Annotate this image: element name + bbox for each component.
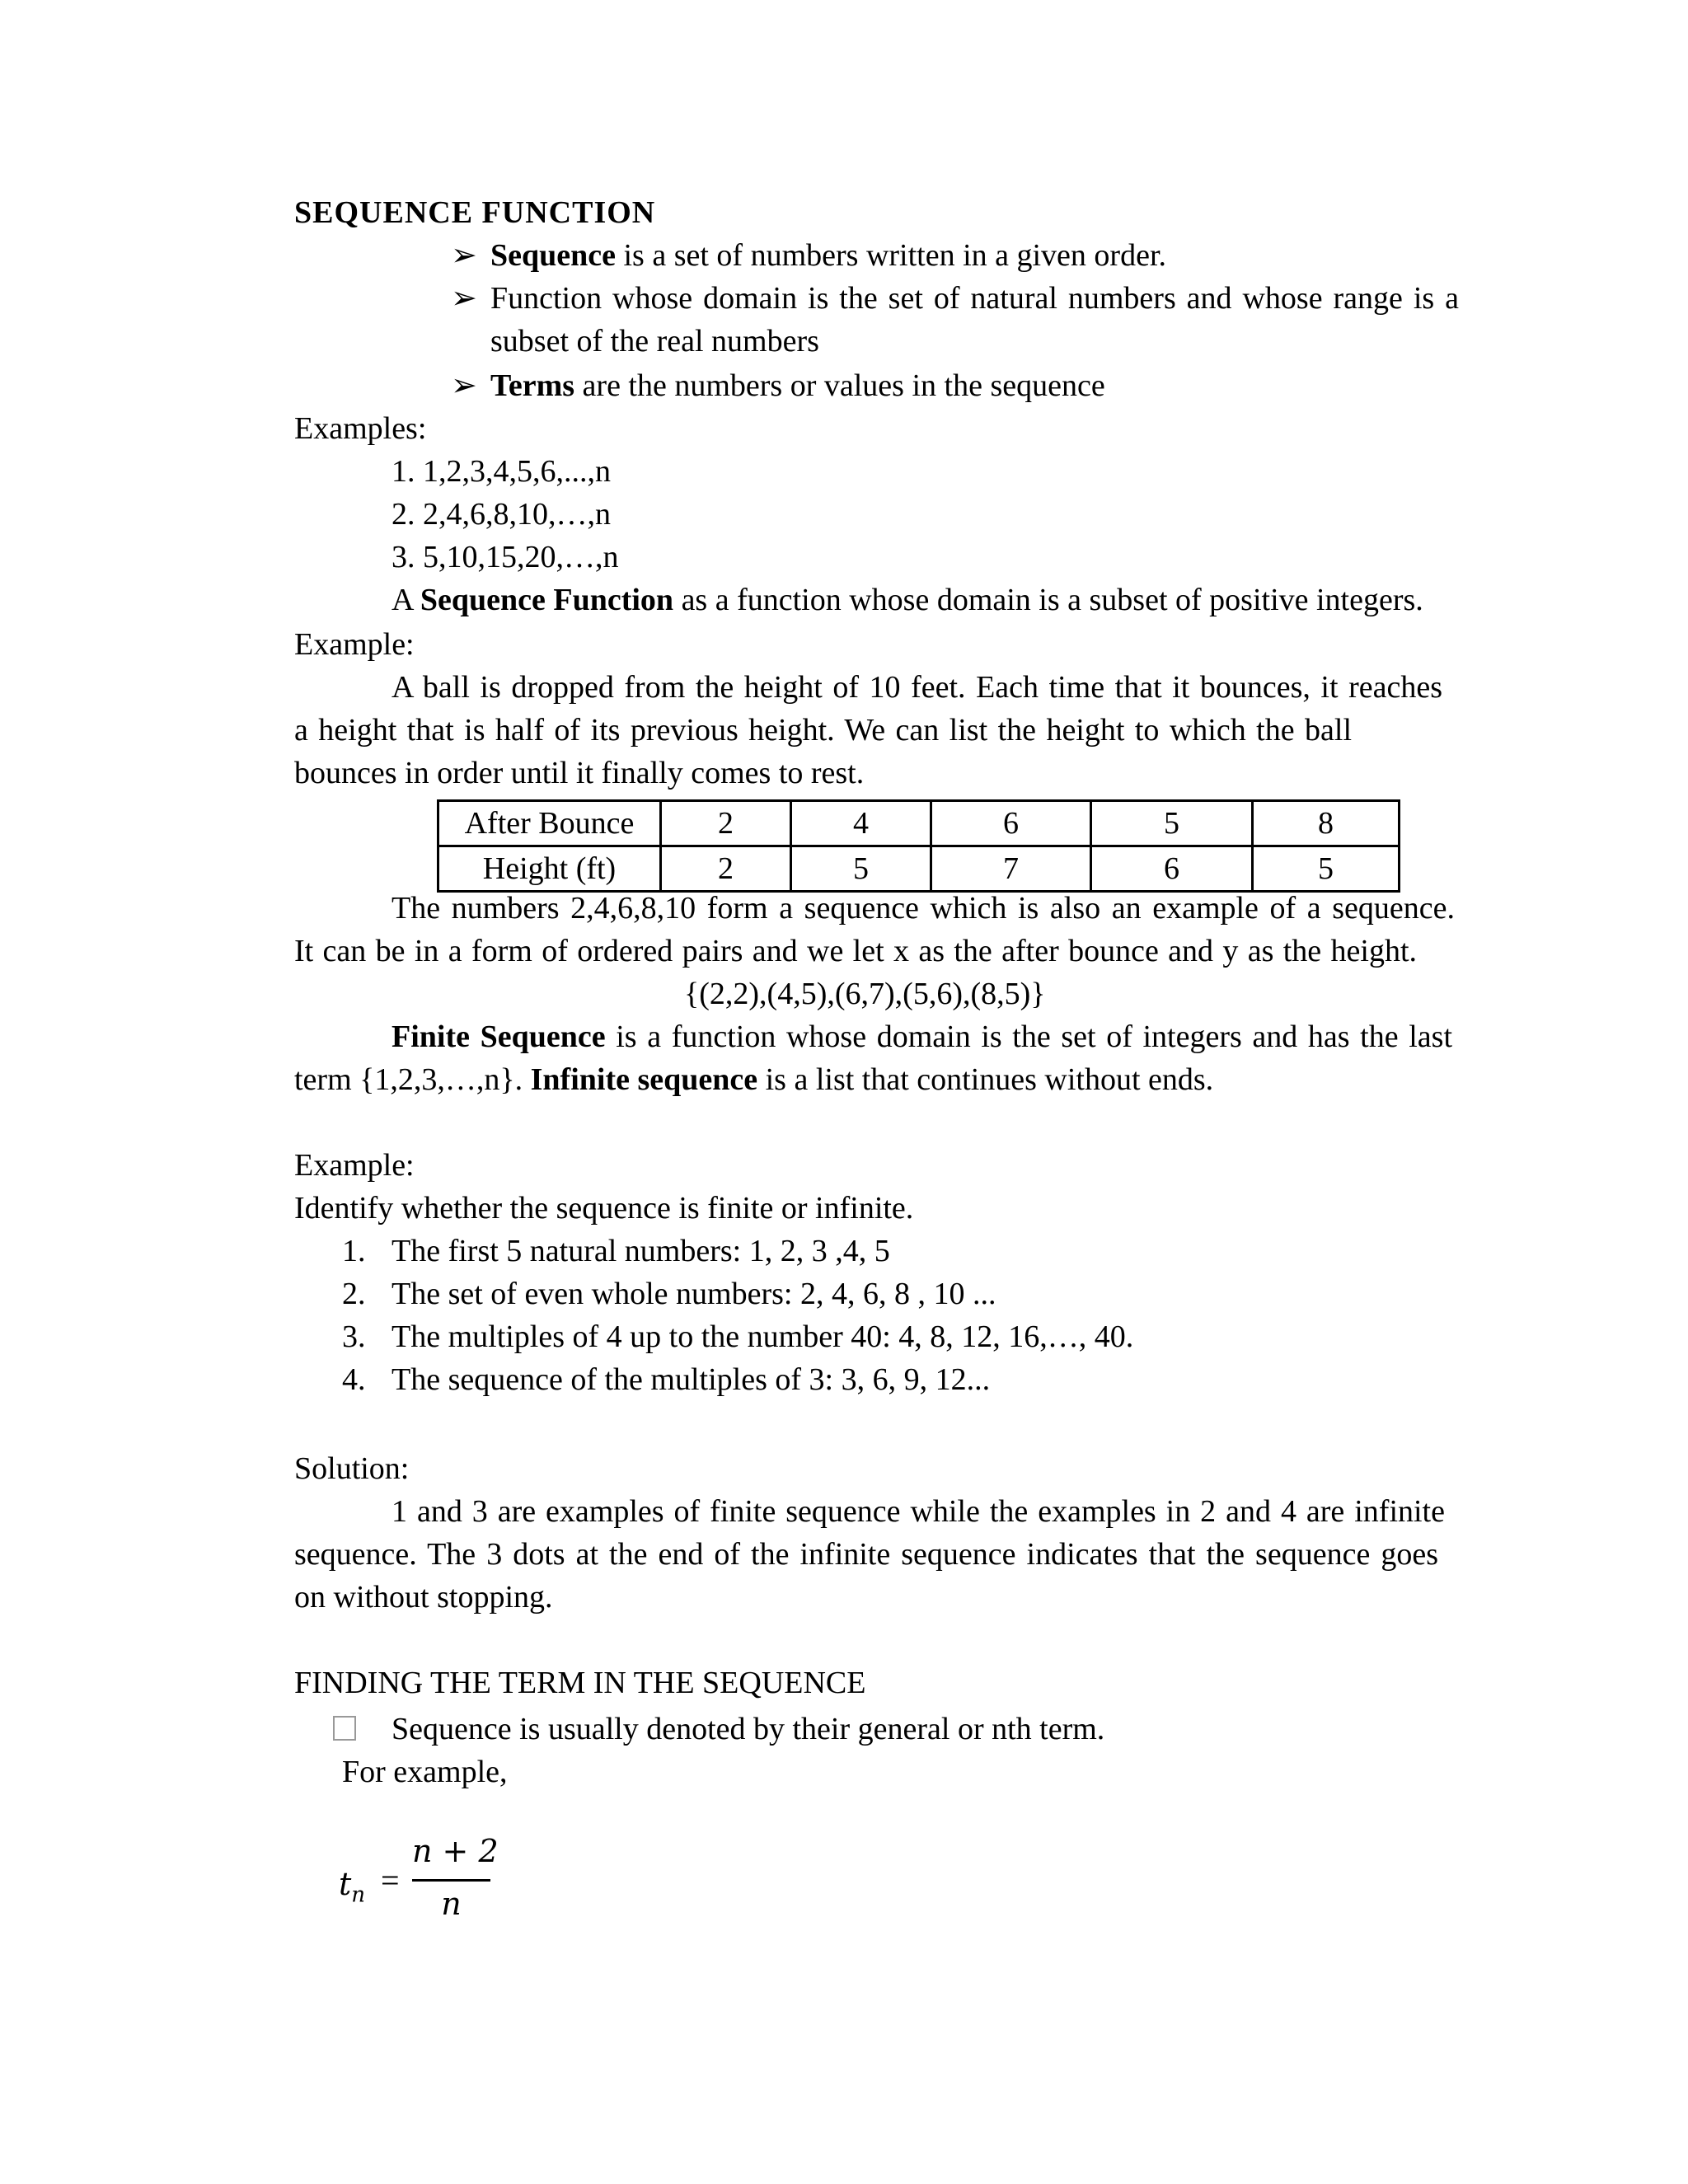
ball-paragraph-line: bounces in order until it finally comes to rest. [294, 756, 865, 790]
solution-paragraph-line: on without stopping. [294, 1580, 553, 1615]
definition-function: Function whose domain is the set of natural numbers and whose range is a [490, 281, 1459, 316]
formula-equals: = [381, 1862, 400, 1899]
ordered-pairs: {(2,2),(4,5),(6,7),(5,6),(8,5)} [684, 977, 1046, 1011]
finding-bullet-text: Sequence is usually denoted by their general or nth term. [392, 1712, 1105, 1746]
list-item: The sequence of the multiples of 3: 3, 6, 9, 12... [392, 1362, 991, 1397]
definition-sequence: Sequence is a set of numbers written in a given order. [490, 238, 1167, 273]
table-cell: 2 [661, 801, 791, 846]
sequence-function-definition: A Sequence Function as a function whose domain is a subset of positive integers. [392, 583, 1423, 617]
table-row [438, 801, 1400, 846]
section-title: SEQUENCE FUNCTION [294, 195, 656, 230]
table-cell: 6 [1091, 846, 1253, 892]
identify-instruction: Identify whether the sequence is finite or infinite. [294, 1191, 914, 1226]
example-label: Example: [294, 627, 415, 662]
bullet-arrow-icon: ➢ [451, 368, 477, 403]
bullet-arrow-icon: ➢ [451, 281, 477, 316]
bullet-box-icon [333, 1716, 356, 1741]
example-item: 2. 2,4,6,8,10,…,n [392, 497, 611, 532]
ball-paragraph-line: A ball is dropped from the height of 10 feet. Each time that it bounces, it reaches [392, 670, 1442, 705]
table-cell-label: Height (ft) [438, 846, 661, 892]
example-item: 1. 1,2,3,4,5,6,...,n [392, 454, 611, 489]
table-cell: 6 [931, 801, 1091, 846]
section-title-finding: FINDING THE TERM IN THE SEQUENCE [294, 1666, 866, 1700]
numbers-paragraph-line: The numbers 2,4,6,8,10 form a sequence which is also an example of a sequence. [392, 891, 1455, 926]
table-cell: 5 [1091, 801, 1253, 846]
list-item: The set of even whole numbers: 2, 4, 6, 8 , 10 ... [392, 1277, 996, 1311]
solution-paragraph-line: 1 and 3 are examples of finite sequence while the examples in 2 and 4 are infinite [392, 1494, 1445, 1529]
example-item: 3. 5,10,15,20,…,n [392, 540, 619, 574]
bullet-arrow-icon: ➢ [451, 238, 477, 273]
table-cell: 8 [1253, 801, 1400, 846]
table-cell: 2 [661, 846, 791, 892]
definition-terms: Terms are the numbers or values in the sequence [490, 368, 1105, 403]
solution-label: Solution: [294, 1451, 410, 1486]
list-item-number: 2. [342, 1277, 366, 1311]
table-cell: 5 [791, 846, 931, 892]
finite-sequence-definition: Finite Sequence is a function whose domain is the set of integers and has the last [392, 1019, 1452, 1054]
formula-denominator: n [441, 1886, 462, 1922]
formula-numerator: n + 2 [412, 1833, 499, 1869]
list-item-number: 3. [342, 1319, 366, 1354]
definition-function-cont: subset of the real numbers [490, 324, 819, 359]
bounce-table [437, 799, 1400, 893]
solution-paragraph-line: sequence. The 3 dots at the end of the infinite sequence indicates that the sequence goes [294, 1537, 1438, 1572]
list-item-number: 1. [342, 1234, 366, 1268]
table-cell: 5 [1253, 846, 1400, 892]
table-cell: 4 [791, 801, 931, 846]
list-item: The first 5 natural numbers: 1, 2, 3 ,4, 5 [392, 1234, 890, 1268]
infinite-sequence-definition: term {1,2,3,…,n}. Infinite sequence is a list that continues without ends. [294, 1062, 1214, 1097]
fraction-bar [412, 1879, 490, 1882]
list-item-number: 4. [342, 1362, 366, 1397]
ball-paragraph-line: a height that is half of its previous height. We can list the height to which the ball [294, 713, 1352, 748]
numbers-paragraph-line: It can be in a form of ordered pairs and we let x as the after bounce and y as the height. [294, 934, 1417, 968]
table-cell: 7 [931, 846, 1091, 892]
example-label: Example: [294, 1148, 415, 1183]
formula-lhs: $t_n$ [339, 1866, 366, 1908]
table-cell-label: After Bounce [438, 801, 661, 846]
list-item: The multiples of 4 up to the number 40: 4, 8, 12, 16,…, 40. [392, 1319, 1134, 1354]
for-example-text: For example, [342, 1755, 508, 1789]
examples-label: Examples: [294, 411, 427, 446]
table-row [438, 846, 1400, 892]
